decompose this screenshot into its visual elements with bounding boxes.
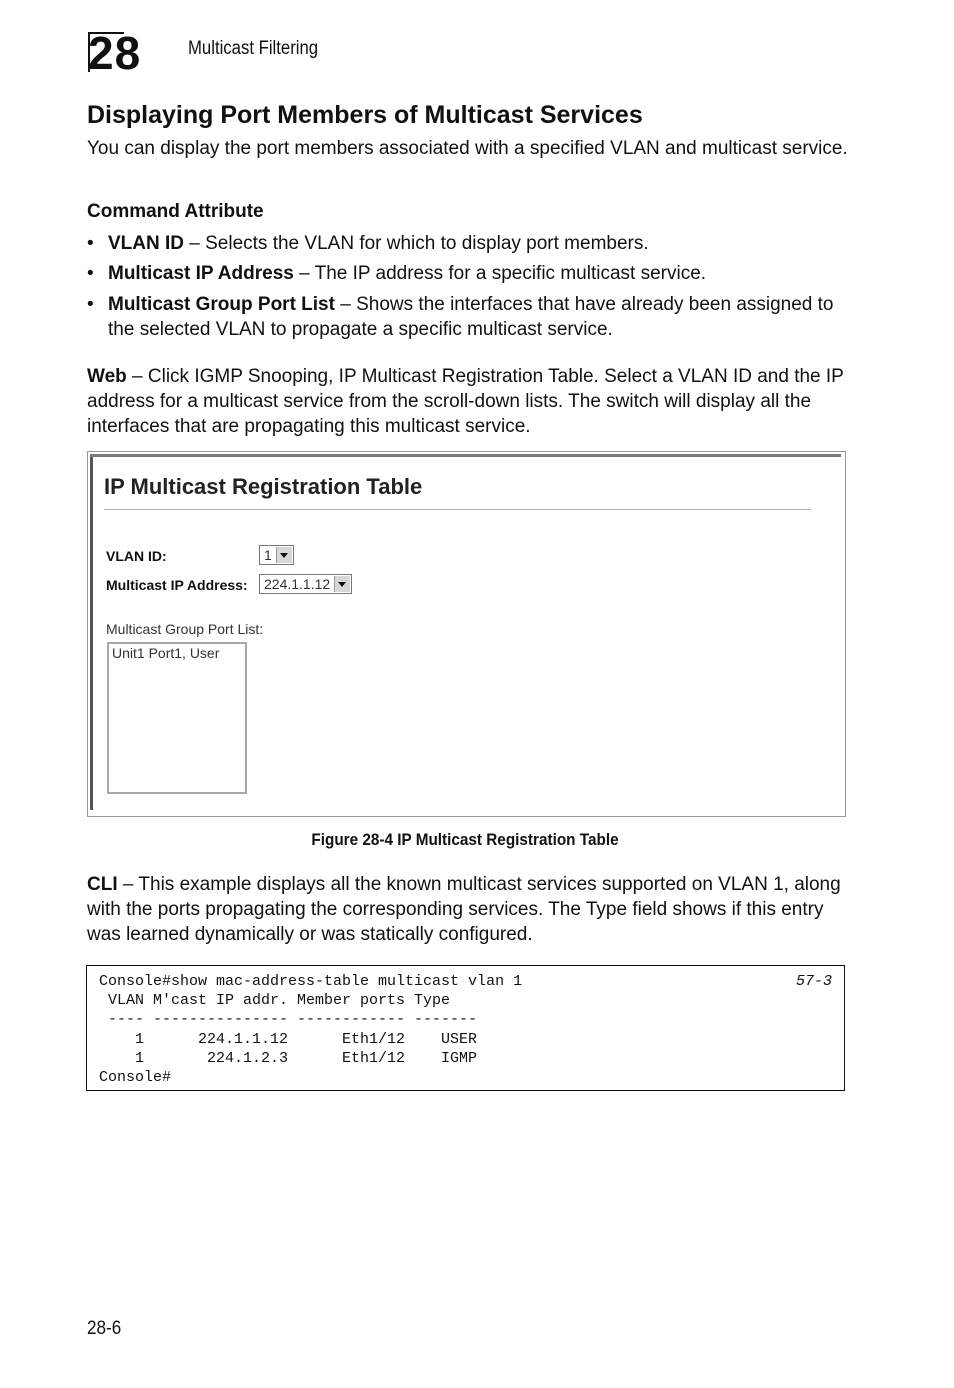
code-line: 1 224.1.1.12 Eth1/12 USER xyxy=(99,1031,478,1048)
code-line: 1 224.1.2.3 Eth1/12 IGMP xyxy=(99,1050,478,1067)
bullet-term: Multicast IP Address xyxy=(108,263,294,284)
bullet-dot: • xyxy=(87,233,94,254)
section-title: Displaying Port Members of Multicast Services xyxy=(87,101,643,129)
panel-frame-left xyxy=(90,454,93,810)
vlan-id-label: VLAN ID: xyxy=(106,548,167,564)
bullet-desc: – The IP address for a specific multicast service. xyxy=(293,263,707,284)
page-number: 28-6 xyxy=(87,1318,122,1339)
list-item[interactable]: Unit1 Port1, User xyxy=(112,645,220,661)
panel-divider xyxy=(104,509,811,510)
port-list-label: Multicast Group Port List: xyxy=(106,621,264,637)
multicast-ip-select[interactable] xyxy=(259,574,352,594)
code-line: Console# xyxy=(99,1069,172,1086)
bullet-term: VLAN ID xyxy=(108,233,184,254)
cli-text: – This example displays all the known multicast services supported on VLAN 1, along with the ports propagating the corresponding services. The Type field shows if this entry was learned dynamically or was statically configured. xyxy=(87,874,841,945)
port-list-box[interactable] xyxy=(107,642,247,794)
figure-caption: Figure 28-4 IP Multicast Registration Table xyxy=(311,830,619,849)
chevron-down-icon[interactable] xyxy=(334,576,350,592)
chapter-number: 28 xyxy=(88,27,142,79)
multicast-ip-value: 224.1.1.12 xyxy=(264,576,331,592)
chapter-title: Multicast Filtering xyxy=(188,38,319,59)
panel-frame-top xyxy=(90,454,841,457)
cli-label: CLI xyxy=(87,874,118,895)
cli-paragraph xyxy=(87,872,857,947)
bullet-desc: – Shows the interfaces that have already been assigned to the selected VLAN to propagate a specific multicast service. xyxy=(108,294,834,340)
screenshot-panel xyxy=(87,451,846,817)
bullet-term: Multicast Group Port List xyxy=(108,294,335,315)
intro-paragraph: You can display the port members associated with a specified VLAN and multicast service. xyxy=(87,138,848,159)
web-label: Web xyxy=(87,366,127,387)
code-line: ---- --------------- ------------ ------- xyxy=(99,1011,478,1028)
web-text: – Click IGMP Snooping, IP Multicast Registration Table. Select a VLAN ID and the IP address for a multicast service from the scroll-down lists. The switch will display all the interfaces that are propagating this multicast service. xyxy=(87,366,844,437)
code-block xyxy=(86,965,845,1091)
chevron-down-icon[interactable] xyxy=(276,547,292,563)
code-line: Console#show mac-address-table multicast vlan 1 xyxy=(99,973,523,990)
vlan-id-value: 1 xyxy=(264,547,272,563)
panel-title: IP Multicast Registration Table xyxy=(104,474,423,499)
bullet-desc: – Selects the VLAN for which to display port members. xyxy=(184,233,649,254)
vlan-id-select[interactable] xyxy=(259,545,294,565)
bullet-dot: • xyxy=(87,294,94,315)
code-line: VLAN M'cast IP addr. Member ports Type xyxy=(99,992,451,1009)
web-paragraph xyxy=(87,364,857,439)
command-attribute-heading: Command Attribute xyxy=(87,201,264,222)
bullet-dot: • xyxy=(87,263,94,284)
multicast-ip-label: Multicast IP Address: xyxy=(106,577,248,593)
code-reference: 57-3 xyxy=(795,973,832,990)
